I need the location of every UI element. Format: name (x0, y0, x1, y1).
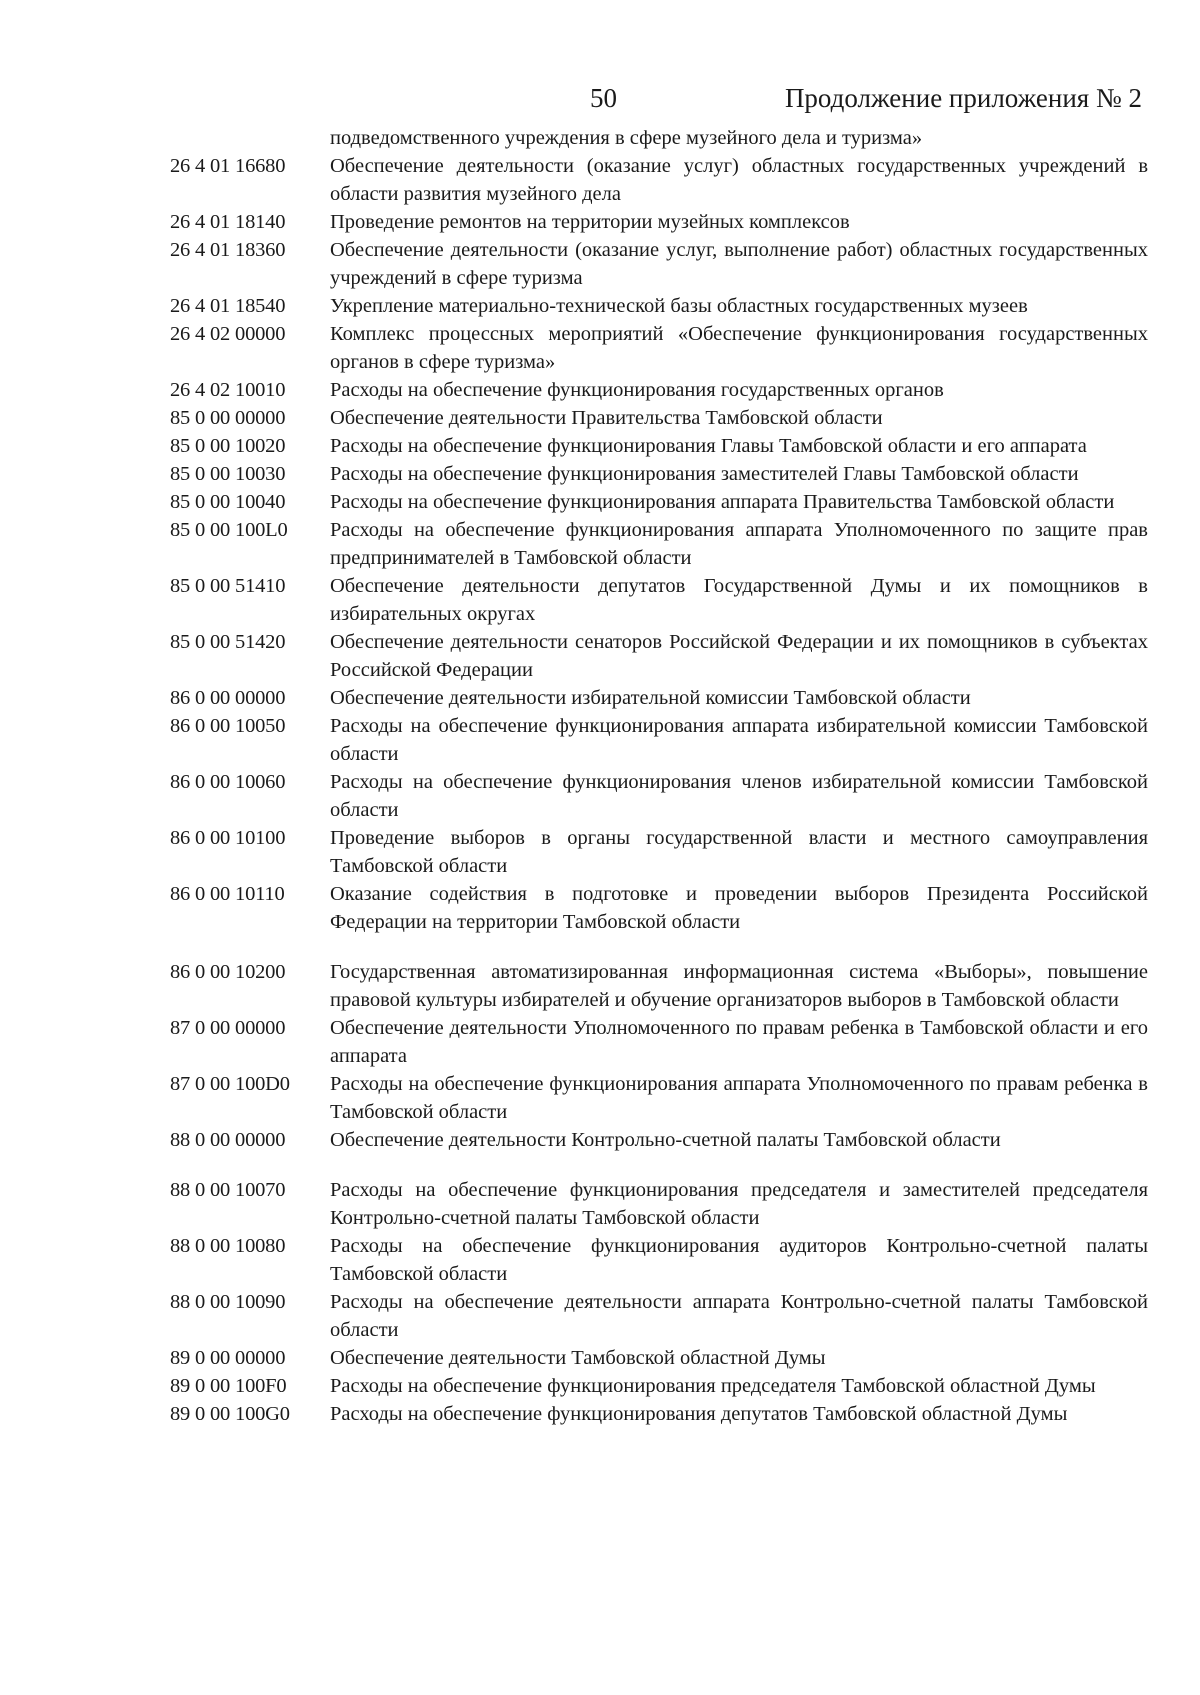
row-text: Расходы на обеспечение функционирования председателя и заместителей председателя Контрольно-счетной палаты Тамбовской области (330, 1179, 1148, 1229)
table-row (170, 1288, 1148, 1344)
row-code: 85 0 00 10030 (170, 463, 286, 485)
row-code: 86 0 00 10100 (170, 827, 286, 849)
row-text: Расходы на обеспечение функционирования аппарата избирательной комиссии Тамбовской области (330, 715, 1148, 765)
row-text: Оказание содействия в подготовке и проведении выборов Президента Российской Федерации на территории Тамбовской области (330, 883, 1148, 933)
table-row (170, 432, 1148, 460)
table-row (170, 1014, 1148, 1070)
row-text: Проведение выборов в органы государственной власти и местного самоуправления Тамбовской области (330, 827, 1148, 877)
table-row (170, 236, 1148, 292)
row-code: 88 0 00 10070 (170, 1179, 286, 1201)
row-text: Расходы на обеспечение функционирования аудиторов Контрольно-счетной палаты Тамбовской области (330, 1235, 1148, 1285)
row-code: 89 0 00 100G0 (170, 1403, 290, 1425)
table-row (170, 320, 1148, 376)
row-code: 85 0 00 10040 (170, 491, 286, 513)
row-text: Обеспечение деятельности (оказание услуг) областных государственных учреждений в области развития музейного дела (330, 155, 1148, 205)
table-row (170, 958, 1148, 1014)
row-code: 88 0 00 10080 (170, 1235, 286, 1257)
page-number: 50 (590, 83, 617, 113)
row-text: Государственная автоматизированная информационная система «Выборы», повышение правовой культуры избирателей и обучение организаторов выборов в Тамбовской области (330, 961, 1148, 1011)
table-row (170, 1372, 1148, 1400)
row-text: Обеспечение деятельности сенаторов Российской Федерации и их помощников в субъектах Российской Федерации (330, 631, 1148, 681)
table-row (170, 572, 1148, 628)
row-code: 86 0 00 10060 (170, 771, 286, 793)
row-text: Расходы на обеспечение функционирования государственных органов (330, 379, 944, 401)
row-text: Обеспечение деятельности депутатов Государственной Думы и их помощников в избирательных округах (330, 575, 1148, 625)
table-row (170, 208, 1148, 236)
table-row (170, 1176, 1148, 1232)
row-text: Расходы на обеспечение функционирования Главы Тамбовской области и его аппарата (330, 435, 1087, 457)
table-row (170, 628, 1148, 684)
row-code: 86 0 00 00000 (170, 687, 286, 709)
row-text: Расходы на обеспечение функционирования аппарата Уполномоченного по правам ребенка в Тамбовской области (330, 1073, 1148, 1123)
row-text: Расходы на обеспечение функционирования аппарата Правительства Тамбовской области (330, 491, 1115, 513)
row-text: Обеспечение деятельности (оказание услуг, выполнение работ) областных государственных учреждений в сфере туризма (330, 239, 1148, 289)
row-text: Расходы на обеспечение функционирования аппарата Уполномоченного по защите прав предпринимателей в Тамбовской области (330, 519, 1148, 569)
row-text: Расходы на обеспечение функционирования заместителей Главы Тамбовской области (330, 463, 1079, 485)
row-text: Комплекс процессных мероприятий «Обеспечение функционирования государственных органов в сфере туризма» (330, 323, 1148, 373)
continuation-text: подведомственного учреждения в сфере музейного дела и туризма» (330, 127, 923, 149)
table-row (170, 880, 1148, 936)
row-code: 85 0 00 100L0 (170, 519, 288, 541)
row-text: Обеспечение деятельности Уполномоченного по правам ребенка в Тамбовской области и его аппарата (330, 1017, 1148, 1067)
row-code: 85 0 00 10020 (170, 435, 286, 457)
table-row (170, 460, 1148, 488)
row-code: 88 0 00 10090 (170, 1291, 286, 1313)
table-row (170, 684, 1148, 712)
row-code: 26 4 01 18540 (170, 295, 286, 317)
row-code: 26 4 01 18360 (170, 239, 286, 261)
table-row (170, 1344, 1148, 1372)
row-text: Обеспечение деятельности избирательной комиссии Тамбовской области (330, 687, 971, 709)
row-code: 89 0 00 100F0 (170, 1375, 287, 1397)
row-code: 88 0 00 00000 (170, 1129, 286, 1151)
code-table (170, 124, 1148, 1428)
table-row (170, 404, 1148, 432)
table-row (170, 516, 1148, 572)
table-row (170, 488, 1148, 516)
table-row (170, 292, 1148, 320)
row-code: 87 0 00 100D0 (170, 1073, 290, 1095)
table-row (170, 152, 1148, 208)
table-row (170, 1232, 1148, 1288)
row-code: 26 4 01 16680 (170, 155, 286, 177)
row-text: Обеспечение деятельности Тамбовской областной Думы (330, 1347, 826, 1369)
table-row (170, 1400, 1148, 1428)
row-code: 86 0 00 10200 (170, 961, 286, 983)
row-code: 85 0 00 51410 (170, 575, 286, 597)
row-code: 85 0 00 00000 (170, 407, 286, 429)
page-caption: Продолжение приложения № 2 (784, 83, 1142, 113)
table-row (170, 376, 1148, 404)
row-code: 89 0 00 00000 (170, 1347, 286, 1369)
row-text: Расходы на обеспечение функционирования депутатов Тамбовской областной Думы (330, 1403, 1068, 1425)
row-text: Расходы на обеспечение функционирования членов избирательной комиссии Тамбовской области (330, 771, 1148, 821)
row-code: 85 0 00 51420 (170, 631, 286, 653)
row-text: Расходы на обеспечение деятельности аппарата Контрольно-счетной палаты Тамбовской области (330, 1291, 1148, 1341)
row-code: 26 4 01 18140 (170, 211, 286, 233)
row-code: 86 0 00 10110 (170, 883, 285, 905)
row-text: Расходы на обеспечение функционирования председателя Тамбовской областной Думы (330, 1375, 1096, 1397)
table-row (170, 1126, 1148, 1154)
row-text: Проведение ремонтов на территории музейных комплексов (330, 211, 850, 233)
row-code: 26 4 02 00000 (170, 323, 286, 345)
table-row (170, 712, 1148, 768)
row-text: Укрепление материально-технической базы областных государственных музеев (330, 295, 1028, 317)
table-row (170, 768, 1148, 824)
row-code: 87 0 00 00000 (170, 1017, 286, 1039)
page-header (0, 80, 1200, 120)
row-code: 26 4 02 10010 (170, 379, 286, 401)
table-row (170, 824, 1148, 880)
row-text: Обеспечение деятельности Правительства Тамбовской области (330, 407, 883, 429)
table-row (170, 1070, 1148, 1126)
row-code: 86 0 00 10050 (170, 715, 286, 737)
row-text: Обеспечение деятельности Контрольно-счетной палаты Тамбовской области (330, 1129, 1001, 1151)
